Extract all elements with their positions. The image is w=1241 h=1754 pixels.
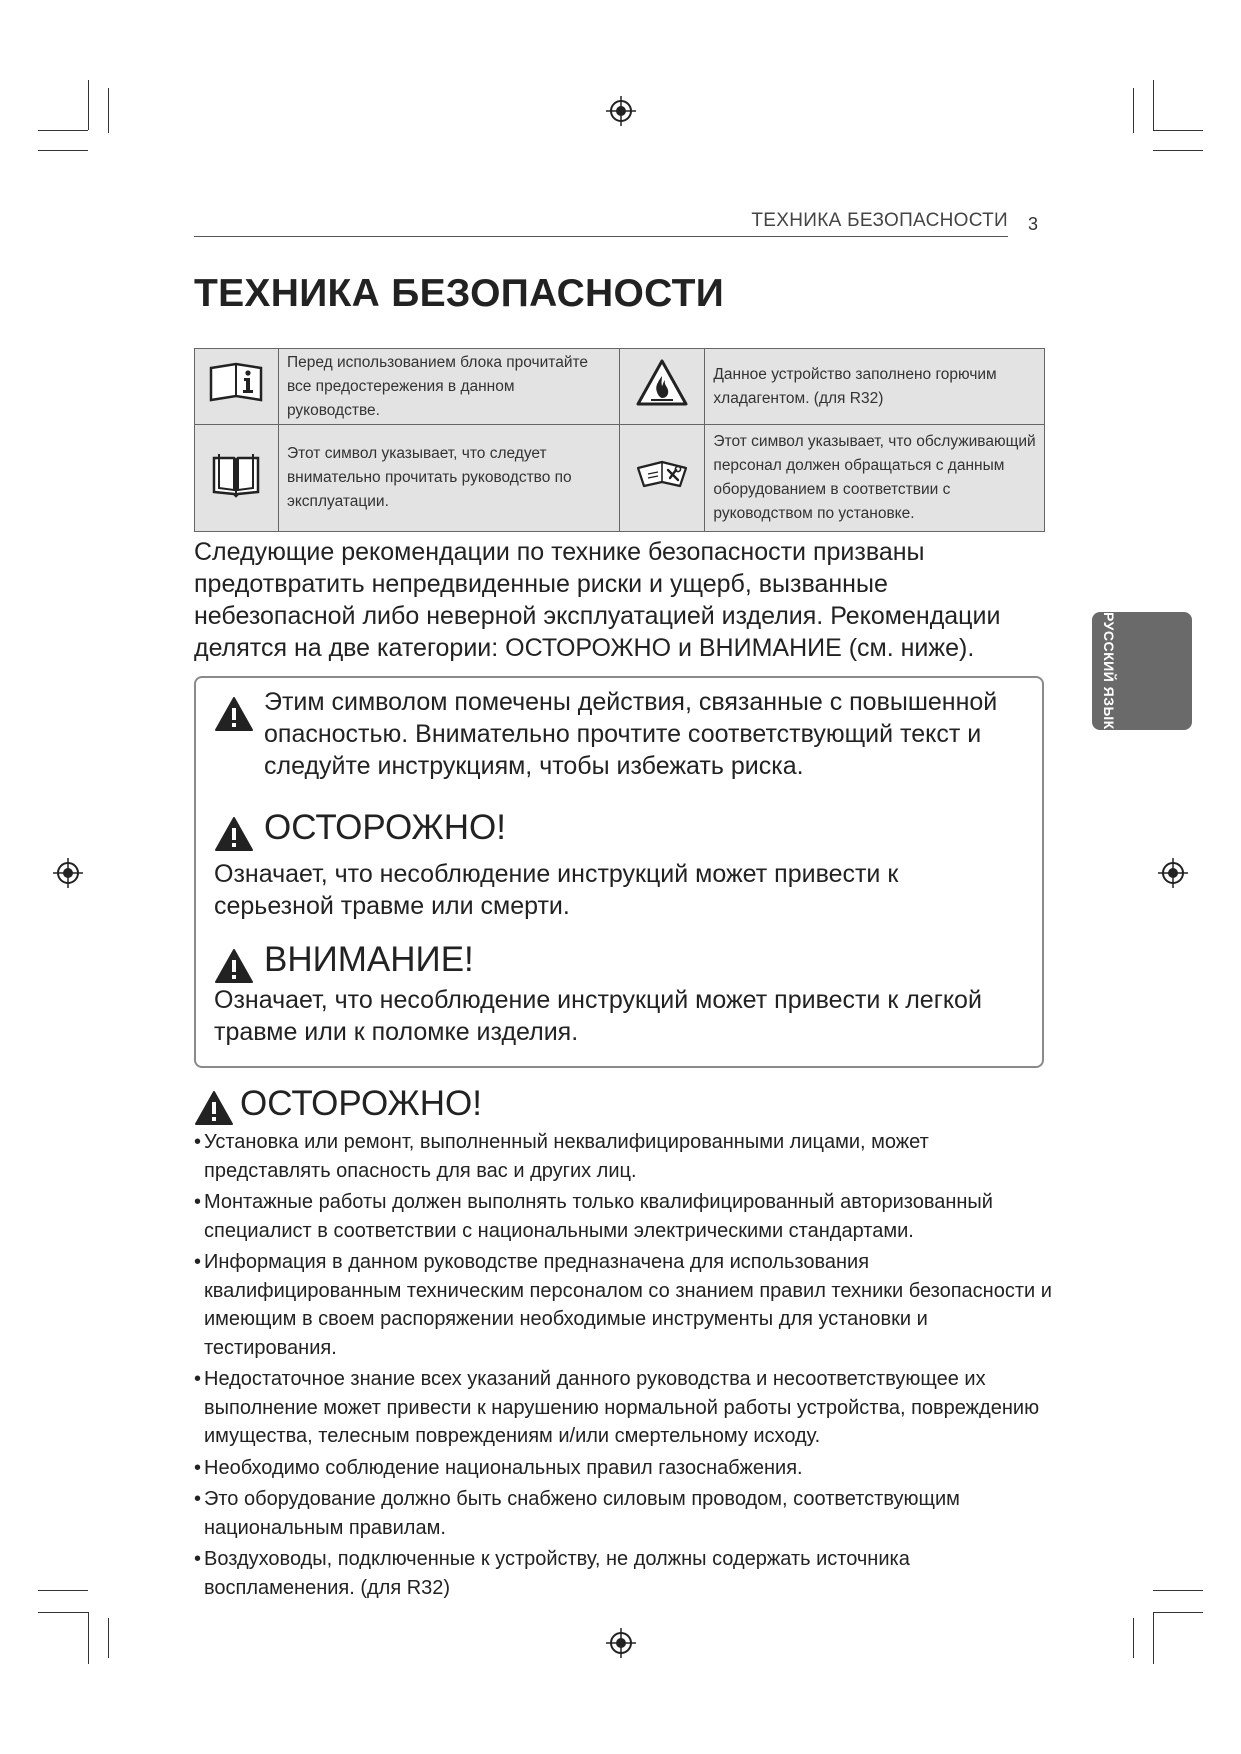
warning-heading: ОСТОРОЖНО! xyxy=(264,808,506,847)
warning-item-text: Установка или ремонт, выполненный неквалифицированными лицами, может представлять опасность для вас и других лиц. xyxy=(204,1131,929,1182)
warning-triangle-icon xyxy=(214,816,254,852)
page-number: 3 xyxy=(1028,214,1039,234)
list-item xyxy=(194,1485,1054,1542)
caution-heading: ВНИМАНИЕ! xyxy=(264,940,474,979)
symbol-description: Этот символ указывает, что следует внимательно прочитать руководство по эксплуатации. xyxy=(278,425,620,532)
bullet: • xyxy=(194,1131,202,1153)
bullet: • xyxy=(194,1548,202,1570)
warning-list xyxy=(194,1128,1054,1605)
warning-item-text: Необходимо соблюдение национальных правил газоснабжения. xyxy=(204,1456,803,1479)
warning-item-text: Это оборудование должно быть снабжено силовым проводом, соответствующим национальным правилам. xyxy=(204,1488,960,1539)
registration-mark-icon xyxy=(606,96,636,126)
symbol-description: Перед использованием блока прочитайте все предостережения в данном руководстве. xyxy=(278,349,620,425)
registration-mark-icon xyxy=(606,1628,636,1658)
bullet: • xyxy=(194,1368,202,1390)
list-item xyxy=(194,1454,1054,1483)
list-item xyxy=(194,1545,1054,1602)
symbol-note: Этим символом помечены действия, связанные с повышенной опасностью. Внимательно прочтите соответствующий текст и следуйте инструкциям, чтобы избежать риска. xyxy=(264,688,998,780)
list-item xyxy=(194,1248,1054,1362)
warning-item-text: Недостаточное знание всех указаний данного руководства и несоответствующее их выполнение может привести к нарушению нормальной работы устройства, повреждению имущества, телесным повреждениям и/или смертельному исходу. xyxy=(204,1368,1040,1447)
running-title: ТЕХНИКА БЕЗОПАСНОСТИ xyxy=(751,210,1008,231)
flammable-warning-icon xyxy=(635,358,689,408)
symbol-cell xyxy=(620,425,705,532)
bullet: • xyxy=(194,1251,202,1273)
list-item xyxy=(194,1188,1054,1245)
table-row xyxy=(195,349,1045,425)
page-title: ТЕХНИКА БЕЗОПАСНОСТИ xyxy=(194,272,725,315)
bullet: • xyxy=(194,1456,202,1479)
list-item xyxy=(194,1128,1054,1185)
symbol-cell xyxy=(620,349,705,425)
symbol-description: Этот символ указывает, что обслуживающий персонал должен обращаться с данным оборудованием в соответствии с руководством по установке. xyxy=(705,425,1045,532)
warning-item-text: Монтажные работы должен выполнять только квалифицированный авторизованный специалист в соответствии с национальными электрическими стандартами. xyxy=(204,1191,993,1242)
registration-mark-icon xyxy=(1158,858,1188,888)
warning-triangle-icon xyxy=(214,948,254,984)
symbol-cell xyxy=(195,349,279,425)
symbol-table xyxy=(194,348,1045,532)
open-book-icon xyxy=(210,450,262,498)
bullet: • xyxy=(194,1191,202,1213)
warning-triangle-icon xyxy=(214,696,254,732)
registration-mark-icon xyxy=(53,858,83,888)
safety-info-box xyxy=(194,676,1044,1068)
language-tab-label: РУССКИЙ ЯЗЫК xyxy=(1101,612,1117,730)
intro-paragraph: Следующие рекомендации по технике безопасности призваны предотвратить непредвиденные риски и ущерб, вызванные небезопасной либо неверной эксплуатацией изделия. Рекомендации делятся на две категории: ОСТОРОЖНО и ВНИМАНИЕ (см. ниже). xyxy=(194,538,1001,662)
warning-item-text: Информация в данном руководстве предназначена для использования квалифицированным техническим персоналом со знанием правил техники безопасности и имеющим в своем распоряжении необходимые инструменты для установки и тестирования. xyxy=(204,1251,1052,1359)
info-book-icon xyxy=(207,360,265,406)
caution-description: Означает, что несоблюдение инструкций может привести к легкой травме или к поломке изделия. xyxy=(214,986,982,1046)
running-header xyxy=(194,206,1008,237)
warning-section-heading: ОСТОРОЖНО! xyxy=(240,1084,482,1123)
symbol-description: Данное устройство заполнено горючим хладагентом. (для R32) xyxy=(705,349,1045,425)
service-manual-icon xyxy=(632,456,692,492)
warning-triangle-icon xyxy=(194,1090,234,1126)
warning-description: Означает, что несоблюдение инструкций может привести к серьезной травме или смерти. xyxy=(214,860,899,920)
bullet: • xyxy=(194,1488,202,1510)
list-item xyxy=(194,1365,1054,1451)
warning-item-text: Воздуховоды, подключенные к устройству, не должны содержать источника воспламенения. (для R32) xyxy=(204,1548,910,1599)
table-row xyxy=(195,425,1045,532)
symbol-cell xyxy=(195,425,279,532)
